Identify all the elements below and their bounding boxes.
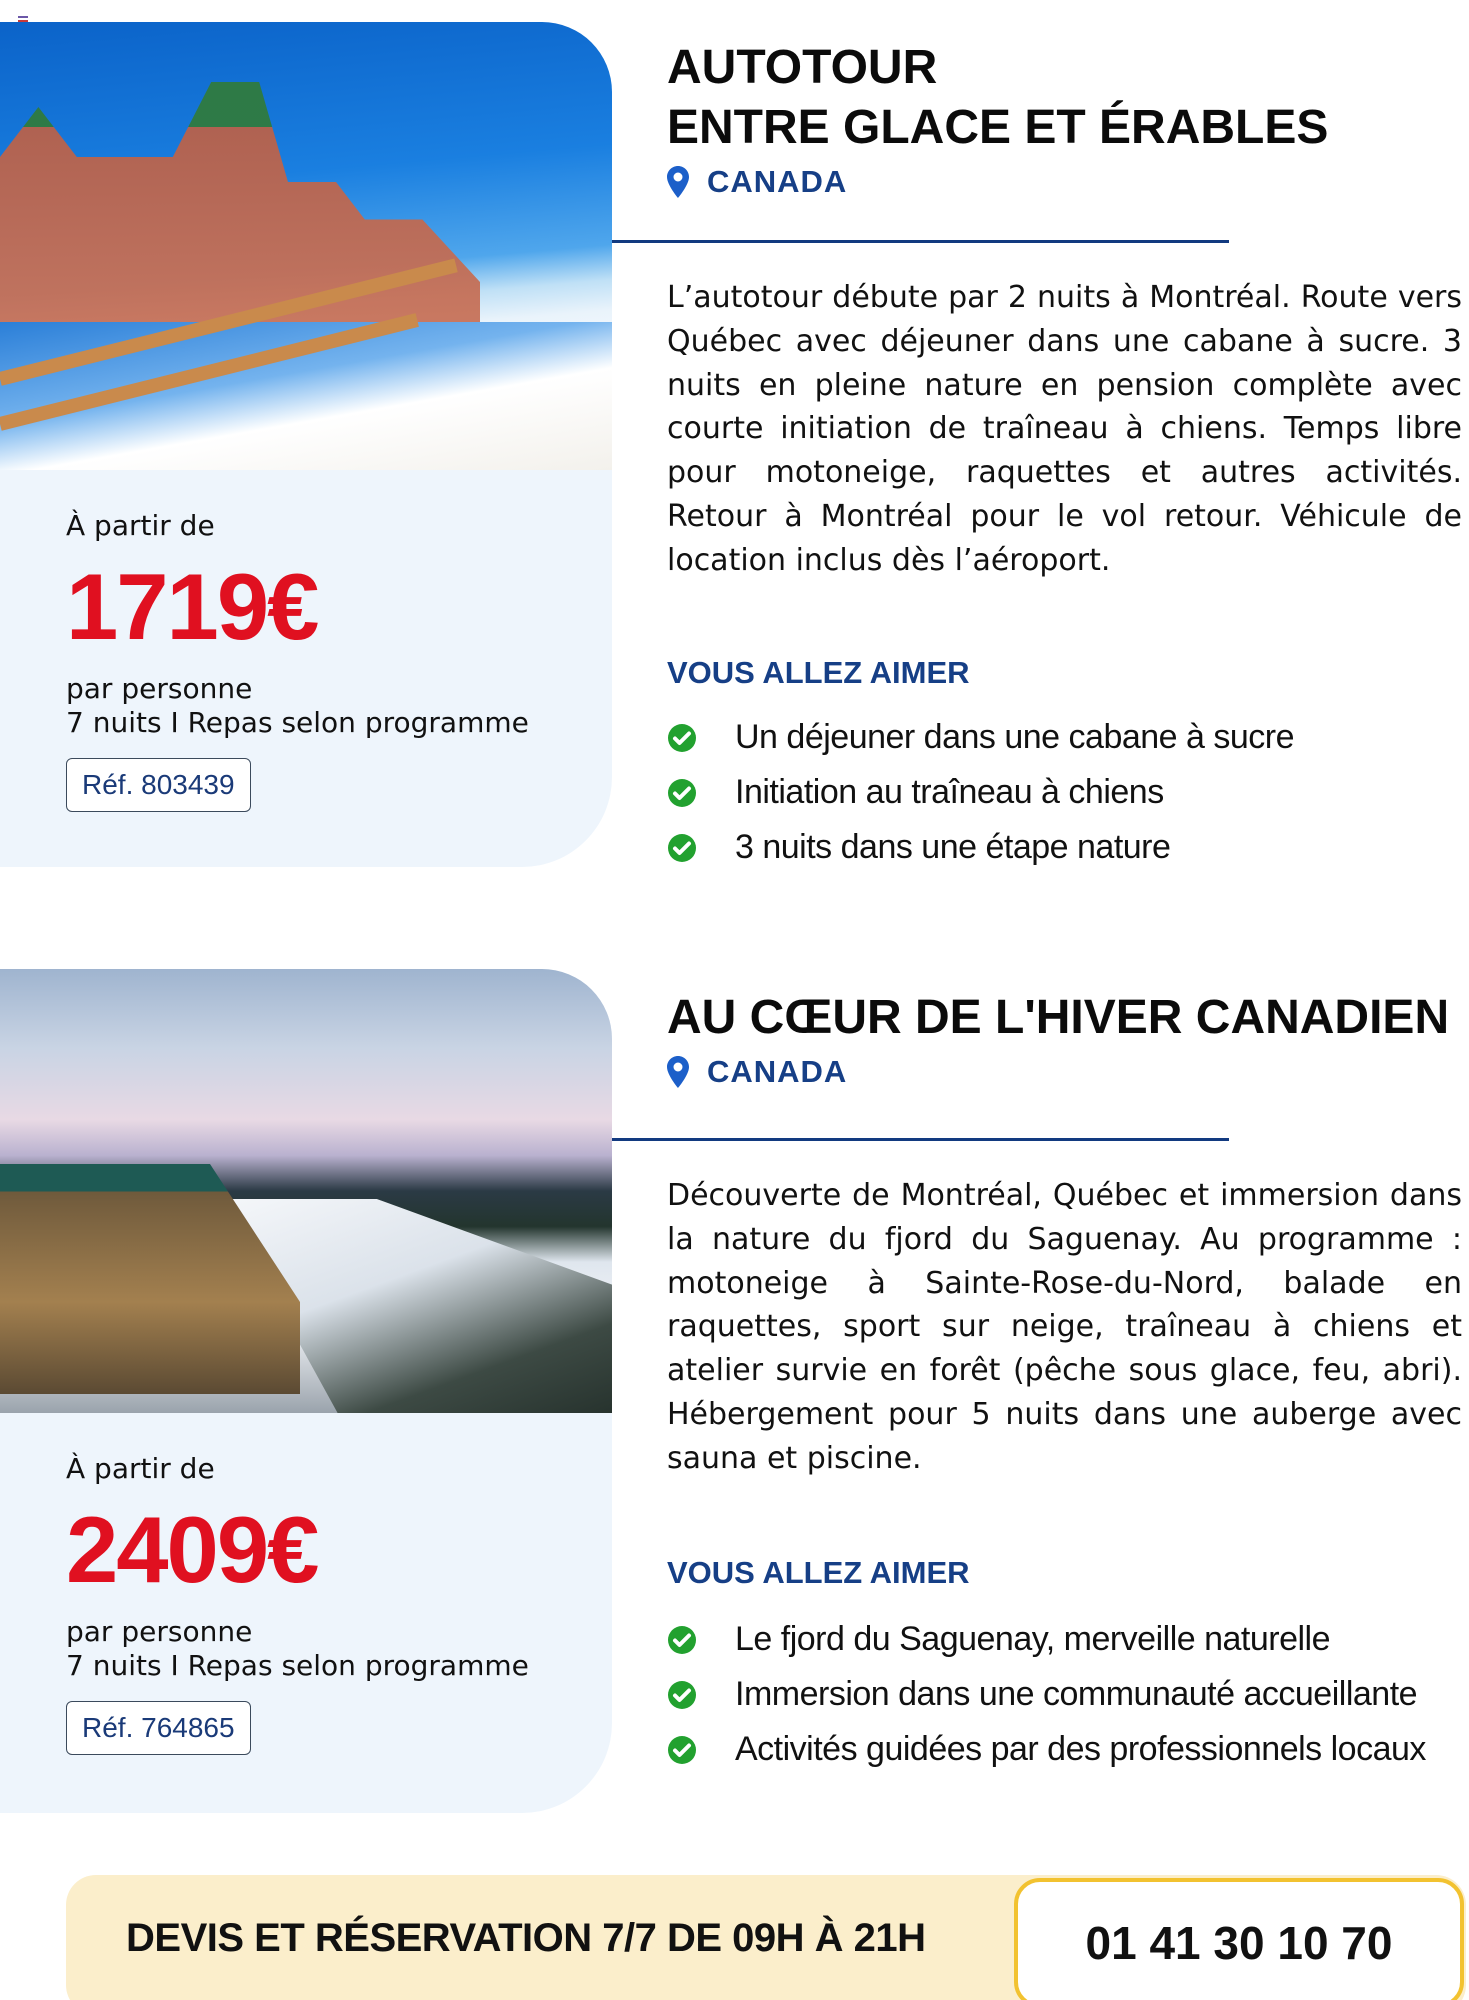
- price-from-label: À partir de: [66, 1452, 215, 1485]
- location: [667, 1054, 1462, 1090]
- offer-title-line2: ENTRE GLACE ET ÉRABLES: [667, 101, 1329, 154]
- check-circle-icon: [667, 723, 697, 753]
- offer-title: AU CŒUR DE L'HIVER CANADIEN: [667, 991, 1450, 1044]
- offer-description: Découverte de Montréal, Québec et immersion dans la nature du fjord du Saguenay. Au programme : motoneige à Sainte-Rose-du-Nord, balade en raquettes, sport sur neige, traîneau à chiens et atelier survie en forêt (pêche sous glace, feu, abri). Hébergement pour 5 nuits dans une auberge avec sauna et piscine.: [667, 1178, 1462, 1476]
- check-circle-icon: [667, 778, 697, 808]
- offer-2-photo-fjord-lodge: [0, 969, 612, 1413]
- highlights-title: VOUS ALLEZ AIMER: [667, 655, 970, 690]
- location-label: CANADA: [707, 164, 848, 199]
- highlight-label: Initiation au traîneau à chiens: [735, 773, 1164, 811]
- offer-title-line1: AUTOTOUR: [667, 41, 938, 94]
- highlight-item: [667, 765, 1462, 820]
- offer-1-header: [667, 38, 1462, 200]
- check-circle-icon: [667, 1680, 697, 1710]
- highlights-list: [667, 710, 1462, 875]
- reference-badge: Réf. 803439: [66, 758, 251, 812]
- location: [667, 164, 1462, 200]
- offer-2-price-card: [0, 969, 612, 1813]
- lodge-shape: [0, 1164, 300, 1394]
- offer-2-header: [667, 988, 1462, 1090]
- duration-meals: 7 nuits I Repas selon programme: [66, 706, 529, 739]
- price-value: 2409€: [66, 1497, 318, 1602]
- offer-1-photo-chateau-frontenac: [0, 22, 612, 470]
- highlight-label: Le fjord du Saguenay, merveille naturelle: [735, 1620, 1331, 1658]
- offer-1-price-card: [0, 22, 612, 867]
- highlight-item: [667, 820, 1462, 875]
- phone-number[interactable]: 01 41 30 10 70: [1085, 1917, 1393, 1969]
- price-value: 1719€: [66, 554, 318, 659]
- highlight-label: Activités guidées par des professionnels locaux: [735, 1730, 1426, 1768]
- highlight-label: 3 nuits dans une étape nature: [735, 828, 1171, 866]
- price-unit: par personne: [66, 672, 253, 705]
- highlight-label: Un déjeuner dans une cabane à sucre: [735, 718, 1295, 756]
- phone-number-box[interactable]: [1014, 1878, 1464, 2000]
- price-from-label: À partir de: [66, 509, 215, 542]
- offer-description: L’autotour débute par 2 nuits à Montréal. Route vers Québec avec déjeuner dans une cabane à sucre. 3 nuits en pleine nature en pension complète avec courte initiation de traîneau à chiens. Temps libre pour motoneige, raquettes et autres activités. Retour à Montréal pour le vol retour. Véhicule de location inclus dès l’aéroport.: [667, 280, 1462, 578]
- reference-badge: Réf. 764865: [66, 1701, 251, 1755]
- map-pin-icon: [667, 166, 689, 198]
- highlight-label: Immersion dans une communauté accueillante: [735, 1675, 1418, 1713]
- highlight-item: [667, 1722, 1462, 1777]
- highlights-title: VOUS ALLEZ AIMER: [667, 1555, 970, 1590]
- booking-hours-text: DEVIS ET RÉSERVATION 7/7 DE 09H À 21H: [126, 1916, 926, 1960]
- highlight-item: [667, 1667, 1462, 1722]
- price-unit: par personne: [66, 1615, 253, 1648]
- highlight-item: [667, 710, 1462, 765]
- duration-meals: 7 nuits I Repas selon programme: [66, 1649, 529, 1682]
- chateau-shape: [0, 82, 480, 332]
- highlight-item: [667, 1612, 1462, 1667]
- check-circle-icon: [667, 1735, 697, 1765]
- map-pin-icon: [667, 1056, 689, 1088]
- divider: [612, 240, 1229, 243]
- divider: [612, 1138, 1229, 1141]
- check-circle-icon: [667, 1625, 697, 1655]
- location-label: CANADA: [707, 1054, 848, 1089]
- offer-1-price-block: [66, 509, 529, 812]
- highlights-list: [667, 1612, 1462, 1777]
- check-circle-icon: [667, 833, 697, 863]
- offer-2-price-block: [66, 1452, 529, 1755]
